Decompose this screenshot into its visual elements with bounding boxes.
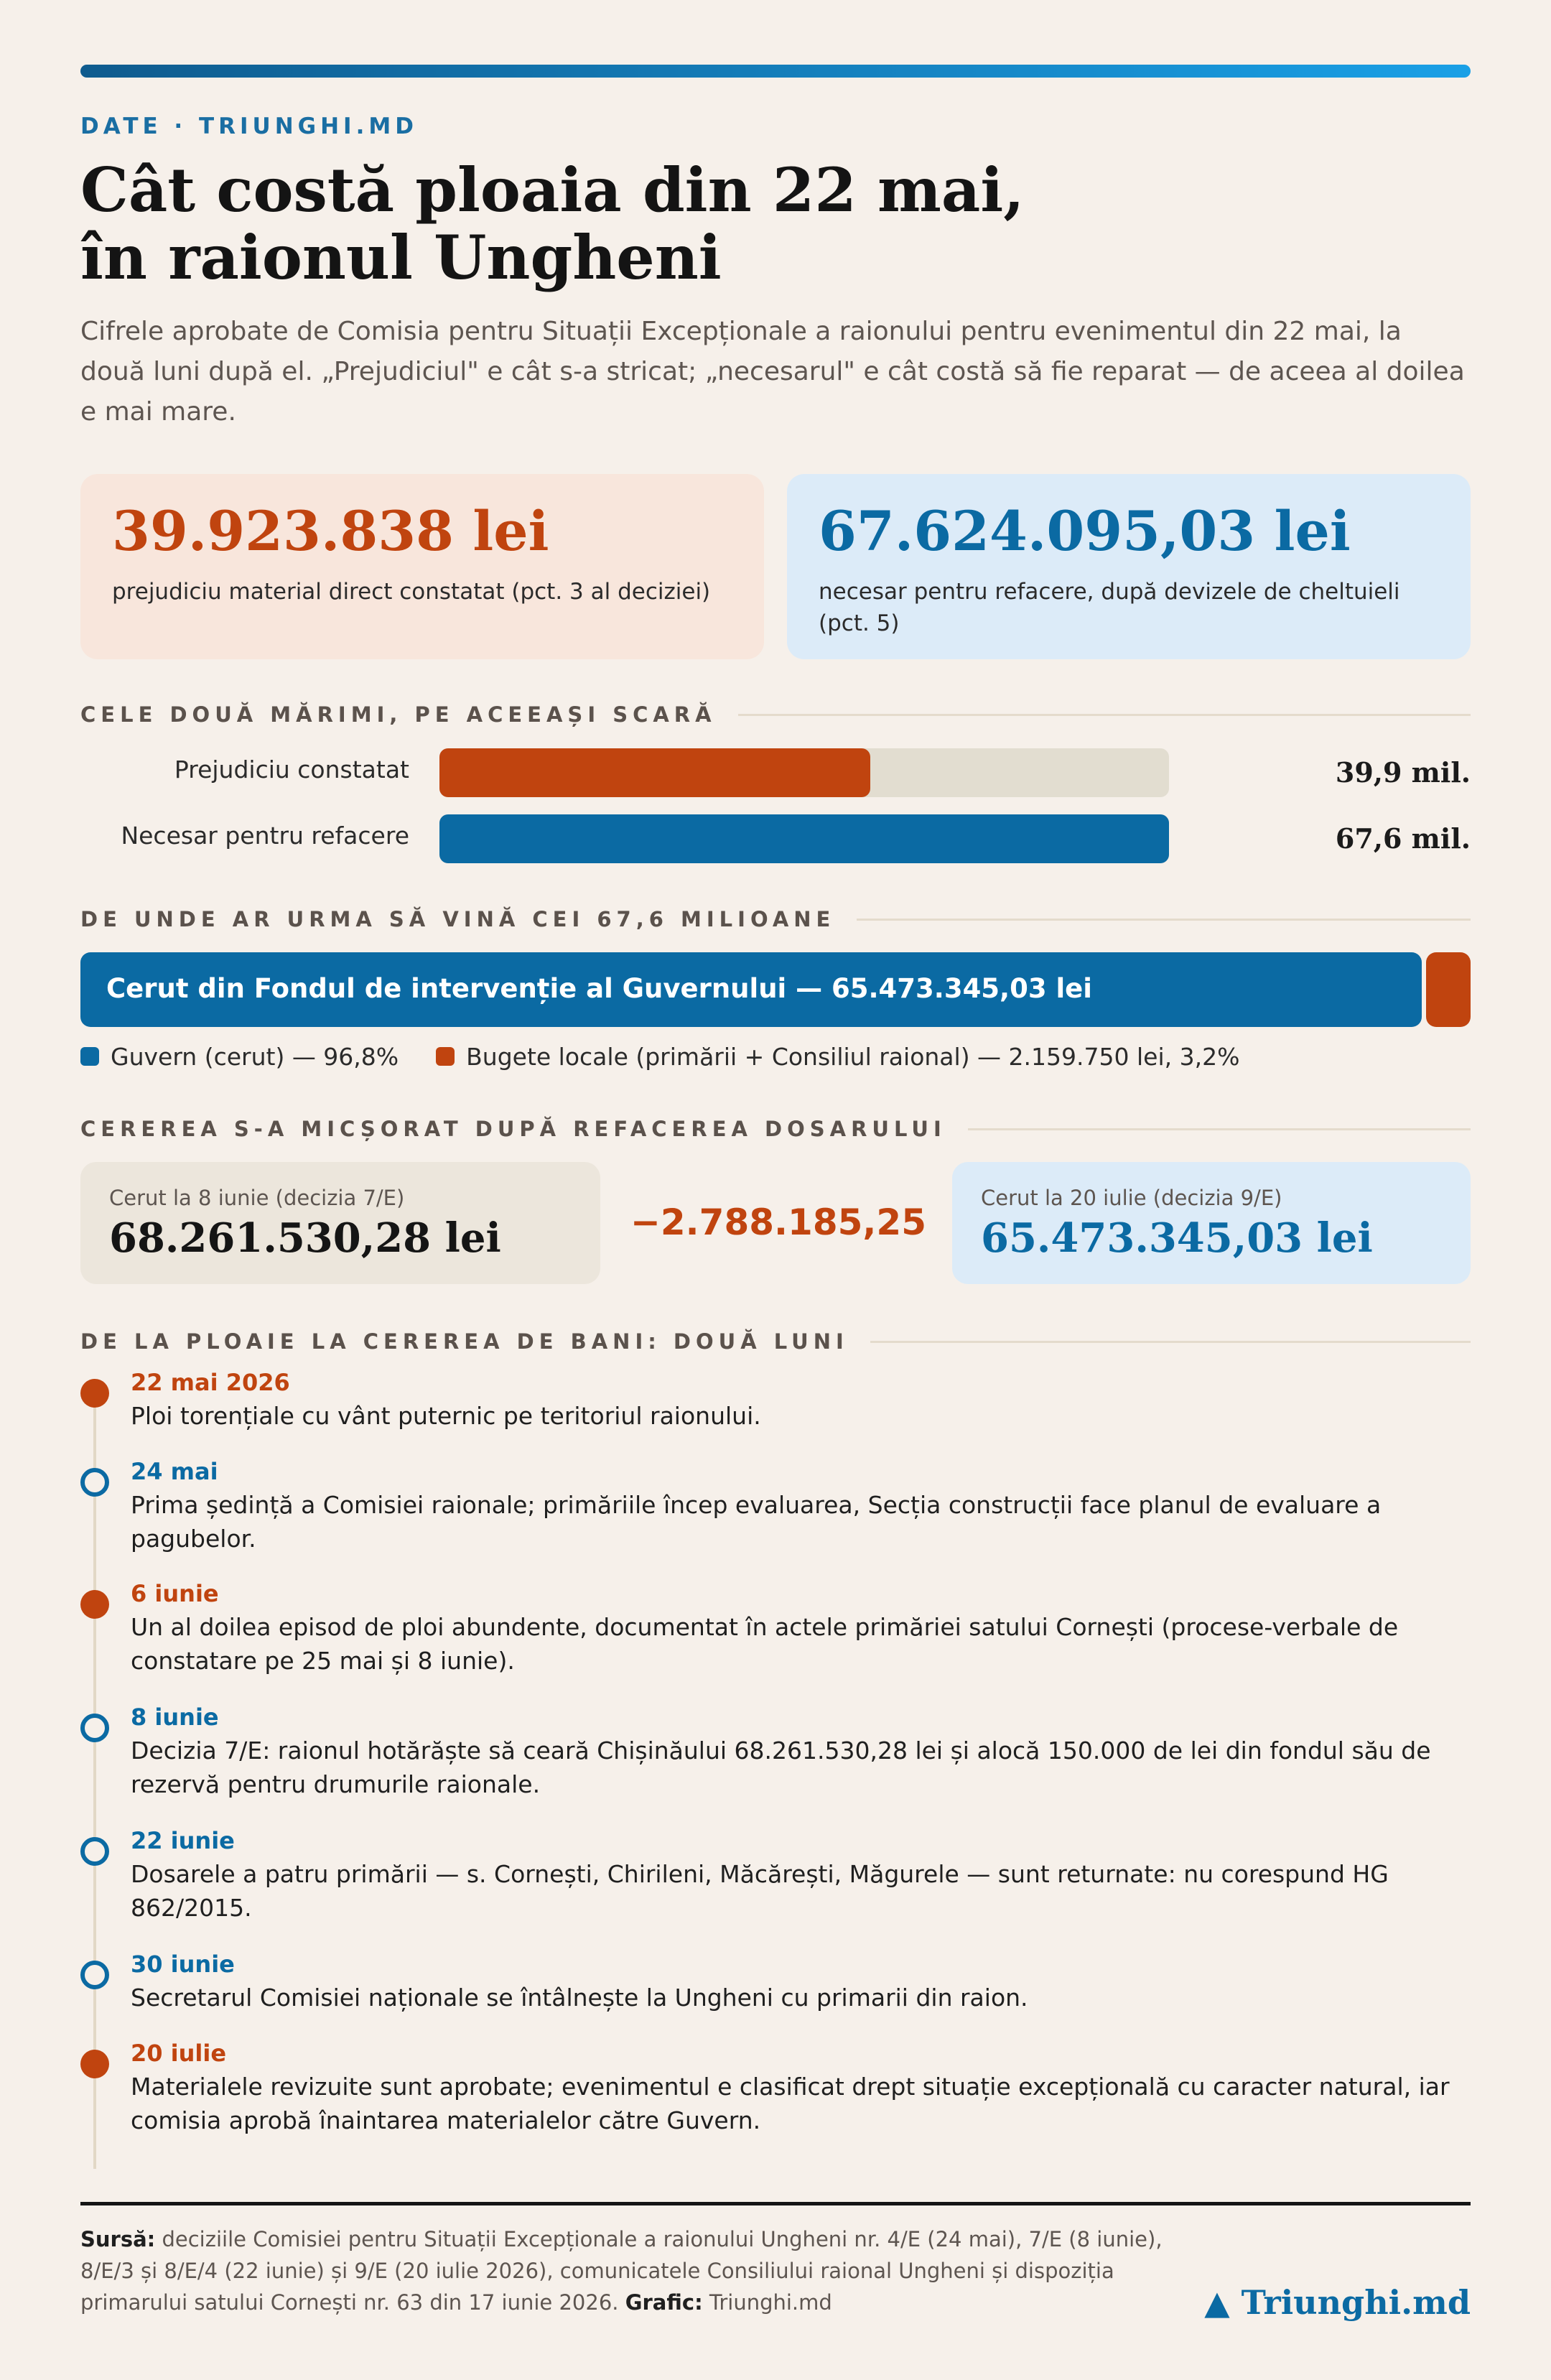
lede: Cifrele aprobate de Comisia pentru Situații Excepționale a raionului pentru evenimentul din 22 mai, la două luni după el. „Prejudiciul" e cât s-a stricat; „necesarul" e cât costă să fie reparat — de aceea al doilea e mai mare. bbox=[80, 317, 1465, 427]
legend-swatch-government bbox=[80, 1047, 99, 1066]
timeline-date: 20 iulie bbox=[131, 2040, 227, 2067]
section-compare-title: CELE DOUĂ MĂRIMI, PE ACEEAȘI SCARĂ bbox=[80, 702, 717, 727]
legend-text-local: Bugete locale (primării + Consiliul raional) — 2.159.750 lei, 3,2% bbox=[466, 1042, 1240, 1071]
section-timeline-title: DE LA PLOAIE LA CEREREA DE BANI: DOUĂ LUNI bbox=[80, 1329, 849, 1354]
timeline-text: Materialele revizuite sunt aprobate; evenimentul e clasificat drept situație excepțională cu caracter natural, iar comisia aprobă înaintarea materialelor către Guvern. bbox=[131, 2073, 1450, 2134]
legend-text-government: Guvern (cerut) — 96,8% bbox=[111, 1042, 399, 1071]
section-sources-title: DE UNDE AR URMA SĂ VINĂ CEI 67,6 MILIOANE bbox=[80, 907, 836, 931]
section-divider bbox=[870, 1341, 1471, 1343]
timeline-dot-ring bbox=[80, 1961, 109, 1989]
section-request bbox=[80, 1115, 1471, 1143]
page-title bbox=[80, 154, 1373, 293]
timeline-date: 24 mai bbox=[131, 1458, 218, 1485]
timeline-date: 22 iunie bbox=[131, 1827, 235, 1854]
source-label: Sursă: bbox=[80, 2227, 156, 2251]
segment-government bbox=[80, 952, 1422, 1027]
section-request-title: CEREREA S-A MICȘORAT DUPĂ REFACEREA DOSARULUI bbox=[80, 1117, 946, 1141]
timeline-date: 6 iunie bbox=[131, 1580, 219, 1607]
legend-item-government bbox=[80, 1043, 399, 1071]
kicker: DATE · TRIUNGHI.MD bbox=[80, 113, 418, 139]
timeline-text: Ploi torențiale cu vânt puternic pe teritoriul raionului. bbox=[131, 1402, 761, 1430]
source-text: deciziile Comisiei pentru Situații Excepționale a raionului Ungheni nr. 4/E (24 mai), 7/E (8 iunie), 8/E/3 și 8/E/4 (22 iunie) și 9/E (20 iulie 2026), comunicatele Consiliului raional Ungheni și dispoziția primarului satului Cornești nr. 63 din 17 iunie 2026. bbox=[80, 2227, 1163, 2315]
section-divider bbox=[857, 919, 1471, 921]
timeline-date: 8 iunie bbox=[131, 1703, 219, 1731]
bar-label-damage: Prejudiciu constatat bbox=[174, 756, 409, 784]
timeline-dot-filled bbox=[80, 2050, 109, 2078]
infographic bbox=[80, 0, 1471, 2380]
section-compare bbox=[80, 700, 1471, 729]
needed-value: 67.624.095,03 lei bbox=[819, 499, 1351, 563]
footer-rule bbox=[80, 2202, 1471, 2205]
section-divider bbox=[738, 714, 1471, 716]
bar-label-needed: Necesar pentru refacere bbox=[121, 822, 409, 850]
section-sources bbox=[80, 905, 1471, 934]
section-divider bbox=[968, 1128, 1471, 1130]
top-accent-bar bbox=[80, 65, 1471, 78]
bar-needed bbox=[439, 814, 1169, 863]
timeline-text: Dosarele a patru primării — s. Cornești, Chirileni, Măcărești, Măgurele — sunt returnate: nu corespund HG 862/2015. bbox=[131, 1860, 1389, 1922]
request-before-label: Cerut la 8 iunie (decizia 7/E) bbox=[109, 1186, 405, 1210]
legend-item-local bbox=[436, 1043, 1239, 1071]
timeline-date: 30 iunie bbox=[131, 1951, 235, 1978]
request-after-card bbox=[952, 1162, 1471, 1284]
section-timeline bbox=[80, 1327, 1471, 1356]
segment-local-budgets bbox=[1426, 952, 1471, 1027]
damage-card bbox=[80, 474, 764, 659]
timeline-text: Secretarul Comisiei naționale se întâlnește la Ungheni cu primarii din raion. bbox=[131, 1984, 1028, 2012]
title-line-1: Cât costă ploaia din 22 mai, bbox=[80, 154, 1025, 226]
timeline-date: 22 mai 2026 bbox=[131, 1369, 290, 1396]
timeline-dot-ring bbox=[80, 1837, 109, 1866]
funding-stacked-bar bbox=[80, 952, 1471, 1027]
timeline-text: Decizia 7/E: raionul hotărăște să ceară Chișinăului 68.261.530,28 lei și alocă 150.000 de lei din fondul său de rezervă pentru drumurile raionale. bbox=[131, 1737, 1431, 1798]
request-after-value: 65.473.345,03 lei bbox=[981, 1214, 1373, 1262]
bar-row-needed bbox=[80, 814, 1471, 863]
needed-card bbox=[787, 474, 1471, 659]
brand-logo: ▲ Triunghi.md bbox=[1204, 2283, 1471, 2322]
damage-value: 39.923.838 lei bbox=[112, 499, 549, 563]
request-delta: −2.788.185,25 bbox=[630, 1201, 926, 1243]
timeline-text: Prima ședință a Comisiei raionale; primăriile încep evaluarea, Secția construcții face planul de evaluare a pagubelor. bbox=[131, 1491, 1382, 1553]
funding-legend bbox=[80, 1040, 1277, 1073]
bar-row-damage bbox=[80, 748, 1471, 797]
title-line-2: în raionul Ungheni bbox=[80, 222, 722, 293]
segment-government-label: Cerut din Fondul de intervenție al Guvernului — 65.473.345,03 lei bbox=[106, 973, 1092, 1004]
request-after-label: Cerut la 20 iulie (decizia 9/E) bbox=[981, 1186, 1282, 1210]
bar-value-damage: 39,9 mil. bbox=[1335, 756, 1471, 789]
graphic-text: Triunghi.md bbox=[709, 2290, 832, 2315]
request-before-value: 68.261.530,28 lei bbox=[109, 1214, 501, 1262]
source-note bbox=[80, 2223, 1201, 2318]
needed-label: necesar pentru refacere, după devizele de cheltuieli (pct. 5) bbox=[819, 579, 1400, 636]
bar-value-needed: 67,6 mil. bbox=[1335, 822, 1471, 855]
legend-swatch-local bbox=[436, 1047, 455, 1066]
graphic-label: Grafic: bbox=[625, 2290, 703, 2315]
bar-damage bbox=[439, 748, 870, 797]
damage-label: prejudiciu material direct constatat (pct. 3 al deciziei) bbox=[112, 579, 711, 605]
timeline-dot-filled bbox=[80, 1379, 109, 1408]
request-before-card bbox=[80, 1162, 600, 1284]
timeline-dot-filled bbox=[80, 1590, 109, 1619]
timeline-text: Un al doilea episod de ploi abundente, documentat în actele primăriei satului Cornești (procese-verbale de constatare pe 25 mai și 8 iunie). bbox=[131, 1613, 1399, 1675]
timeline-dot-ring bbox=[80, 1714, 109, 1742]
timeline bbox=[80, 1367, 1471, 2169]
timeline-dot-ring bbox=[80, 1468, 109, 1497]
